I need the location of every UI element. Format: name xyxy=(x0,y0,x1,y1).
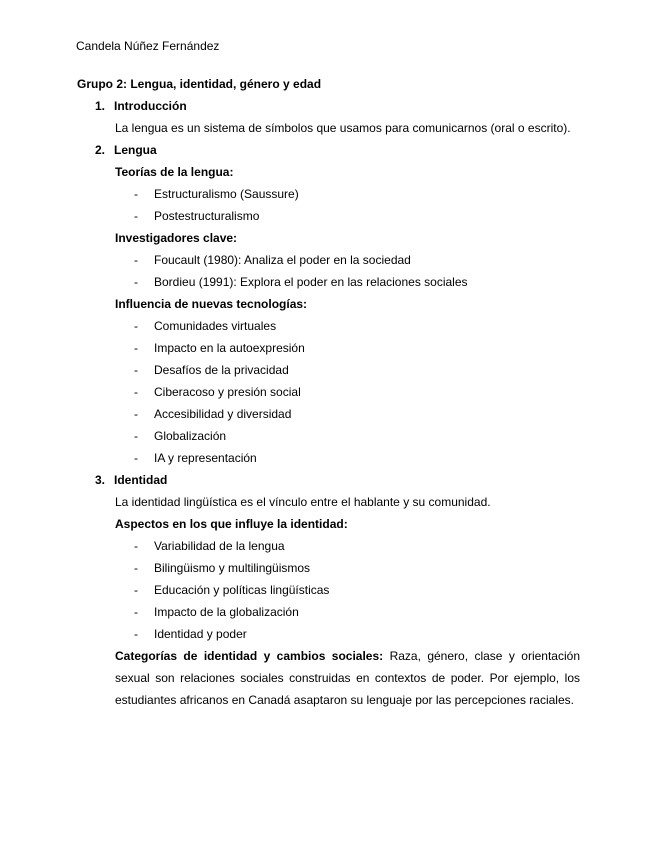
section-introduccion xyxy=(77,95,580,117)
subheading-theories: Teorías de la lengua: xyxy=(115,165,234,179)
list-item: - Educación y políticas lingüísticas xyxy=(77,579,580,601)
technologies-list xyxy=(77,315,580,469)
categories-text: Raza, género, clase y orientación sexual son relaciones sociales construidas en contextos de poder. Por ejemplo, los estudiantes africanos en Canadá asaptaron su lenguaje por las percepciones raciales. xyxy=(115,649,580,707)
list-item: - Bordieu (1991): Explora el poder en las relaciones sociales xyxy=(77,271,580,293)
section-lengua xyxy=(77,139,580,161)
subheading-researchers: Investigadores clave: xyxy=(115,231,238,245)
list-item: - Impacto en la autoexpresión xyxy=(77,337,580,359)
section-number: 2. xyxy=(95,143,106,157)
list-item: - Desafíos de la privacidad xyxy=(77,359,580,381)
section-number: 3. xyxy=(95,473,106,487)
list-item: - Identidad y poder xyxy=(77,623,580,645)
list-item: - Postestructuralismo xyxy=(77,205,580,227)
list-item: - Estructuralismo (Saussure) xyxy=(77,183,580,205)
section-title: Lengua xyxy=(114,143,157,157)
list-item: - Ciberacoso y presión social xyxy=(77,381,580,403)
list-item: - Impacto de la globalización xyxy=(77,601,580,623)
subheading-technologies: Influencia de nuevas tecnologías: xyxy=(115,297,308,311)
list-item: - Foucault (1980): Analiza el poder en la sociedad xyxy=(77,249,580,271)
list-item: - Globalización xyxy=(77,425,580,447)
section-title: Introducción xyxy=(114,99,187,113)
aspects-list xyxy=(77,535,580,645)
document-title: Grupo 2: Lengua, identidad, género y edad xyxy=(77,77,322,91)
list-item: - Accesibilidad y diversidad xyxy=(77,403,580,425)
section-title: Identidad xyxy=(114,473,168,487)
list-item: - Comunidades virtuales xyxy=(77,315,580,337)
list-item: - Bilingüismo y multilingüismos xyxy=(77,557,580,579)
section-identidad xyxy=(77,469,580,491)
categories-heading: Categorías de identidad y cambios sociales: xyxy=(115,649,384,663)
list-item: - IA y representación xyxy=(77,447,580,469)
categories-paragraph xyxy=(77,645,580,711)
section-text: La identidad lingüística es el vínculo entre el hablante y su comunidad. xyxy=(115,495,491,509)
page-header-author: Candela Núñez Fernández xyxy=(76,39,220,53)
document-body xyxy=(77,73,580,711)
researchers-list xyxy=(77,249,580,293)
list-item: - Variabilidad de la lengua xyxy=(77,535,580,557)
subheading-aspects: Aspectos en los que influye la identidad: xyxy=(115,517,348,531)
section-text: La lengua es un sistema de símbolos que usamos para comunicarnos (oral o escrito). xyxy=(115,121,571,135)
theories-list xyxy=(77,183,580,227)
section-number: 1. xyxy=(95,99,106,113)
